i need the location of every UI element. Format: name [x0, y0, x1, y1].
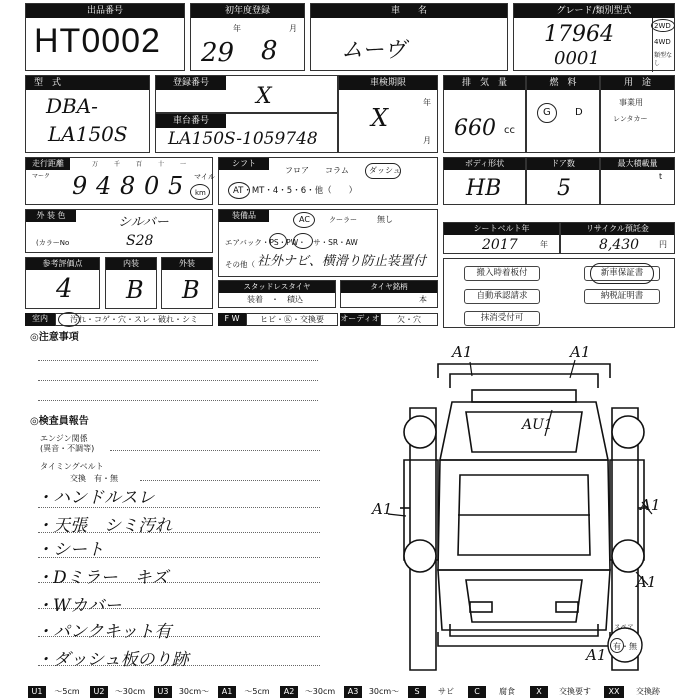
- shift-column: コラム: [325, 166, 349, 175]
- car-name-label: 車 名: [311, 4, 507, 18]
- legend-code: A2: [280, 686, 298, 698]
- inspection-label: 車検期限: [339, 76, 437, 90]
- use-rental: レンタカー: [613, 115, 648, 123]
- legend-code: C: [468, 686, 486, 698]
- legend-code: U2: [90, 686, 108, 698]
- shift-floor: フロア: [285, 166, 309, 175]
- report-note: ・パンクキット有: [36, 622, 172, 642]
- studless-options: 装着 ・ 積込: [247, 295, 303, 304]
- mileage-digit: 0: [144, 172, 160, 200]
- use-label: 用 途: [601, 76, 674, 90]
- fuel-label: 燃 料: [527, 76, 599, 90]
- mileage-box: [25, 157, 213, 205]
- use-box: [600, 75, 675, 153]
- score-box: [25, 257, 100, 309]
- damage-mark: A1: [640, 496, 661, 514]
- fw-items: ヒビ・Ⓚ・交換要: [246, 313, 338, 326]
- damage-mark: A1: [636, 573, 657, 591]
- exterior-color-box: [25, 209, 213, 253]
- engine-sub: (異音・不調等): [40, 444, 95, 453]
- mileage-label: 走行距離: [26, 158, 70, 170]
- exterior-grade-value: B: [182, 276, 200, 304]
- self-approval-button[interactable]: 自動承認請求: [464, 289, 540, 304]
- reg-month-value: 8: [261, 36, 278, 66]
- doors-value: 5: [557, 176, 571, 201]
- wheel-front-right: [612, 416, 644, 448]
- legend-bar: [28, 686, 678, 700]
- mileage-digit: 4: [96, 172, 112, 200]
- displacement-box: [443, 75, 526, 153]
- fuel-g: G: [543, 107, 551, 118]
- mileage-digit: 8: [120, 172, 136, 200]
- km-unit: km: [195, 189, 206, 197]
- interior-grade-label: 内装: [106, 258, 156, 270]
- km-circle: [190, 184, 210, 200]
- lot-number-box: [25, 3, 185, 71]
- regno-label: 登録番号: [156, 76, 226, 90]
- legend-desc: ～5cm: [46, 686, 88, 698]
- body-shape-value: HB: [466, 176, 502, 201]
- mileage-digits: 万 千 百 十 一 9 4 8 0 5: [72, 161, 187, 200]
- seatbelt-label: シートベルト年: [444, 223, 559, 235]
- legend-code: S: [408, 686, 426, 698]
- damage-mark: A1: [372, 500, 393, 518]
- exterior-color-label: 外 装 色: [26, 210, 76, 222]
- shift-at-circle: [228, 182, 250, 199]
- tire-unit: 本: [419, 295, 427, 304]
- report-note: ・ハンドルスレ: [36, 488, 155, 508]
- erasure-button[interactable]: 抹消受付可: [464, 311, 540, 326]
- interior-dirt-circle: [58, 312, 80, 327]
- legend-desc: 交換跡: [624, 686, 672, 698]
- regno-mark: X: [256, 84, 272, 109]
- grade-box: [513, 3, 675, 71]
- damage-mark: A1: [452, 343, 473, 361]
- displacement-label: 排 気 量: [444, 76, 525, 90]
- score-label: 参考評価点: [26, 258, 99, 270]
- doors-label: ドア数: [527, 158, 599, 170]
- color-code-label: (カラーNo: [36, 239, 70, 247]
- body-shape-box: [443, 157, 526, 205]
- timing-options: 交換 有・無: [70, 474, 118, 483]
- audio-items: 欠・穴: [380, 313, 438, 326]
- legend-code: X: [530, 686, 548, 698]
- report-note: ・天張 シミ汚れ: [36, 516, 172, 536]
- interior-items: 汚れ・コゲ・穴・スレ・破れ・シミ: [55, 313, 213, 326]
- model-value-2: LA150S: [48, 122, 128, 146]
- legend-code: A3: [344, 686, 362, 698]
- mileage-mark: マーク: [32, 173, 51, 180]
- legend-desc: ～30cm: [298, 686, 342, 698]
- displacement-value: 660: [454, 116, 496, 141]
- report-note: ・Wカバー: [36, 596, 122, 616]
- doors-box: [526, 157, 600, 205]
- wheel-front-left: [404, 416, 436, 448]
- grade-label: グレード/類別型式: [514, 4, 674, 18]
- interior-tag: 室内: [25, 313, 55, 326]
- engine-label: エンジン関係: [40, 434, 88, 443]
- grade-value-2: 0001: [554, 48, 600, 69]
- tire-brand-label: タイヤ銘柄: [341, 281, 437, 293]
- legend-desc: ～5cm: [236, 686, 278, 698]
- mileage-digit: 9: [72, 172, 88, 200]
- equip-items: エアバック・PS・PW・ サ・SR・AW: [225, 238, 358, 247]
- first-registration-box: [190, 3, 305, 71]
- fw-tag: F W: [218, 313, 246, 326]
- first-registration-label: 初年度登録: [191, 4, 304, 18]
- exterior-grade-label: 外装: [162, 258, 212, 270]
- model-label: 型 式: [26, 76, 149, 90]
- mile-unit: マイル: [194, 173, 215, 181]
- shift-dash: ダッシュ: [369, 166, 401, 175]
- shift-dash-circle: [365, 163, 401, 179]
- color-code-value: S28: [126, 233, 154, 249]
- damage-mark: A1: [570, 343, 591, 361]
- equip-ac: AC: [299, 215, 310, 224]
- spare-options: 有・無: [613, 642, 637, 651]
- inspection-box: [338, 75, 438, 153]
- fuel-box: [526, 75, 600, 153]
- reg-year-value: 29: [201, 38, 235, 68]
- grade-value-1: 17964: [544, 22, 614, 47]
- max-load-box: [600, 157, 675, 205]
- legend-desc: ～30cm: [108, 686, 152, 698]
- report-note: ・ダッシュ板のり跡: [36, 650, 189, 670]
- timing-label: タイミングベルト: [40, 462, 104, 471]
- document-flags-box: [443, 258, 675, 328]
- shift-options: AT・MT・4・5・6・他（ ）: [233, 186, 358, 196]
- report-note: ・シート: [36, 540, 104, 560]
- fuel-d: D: [575, 107, 583, 118]
- inspection-year-unit: 年: [423, 98, 431, 107]
- legend-code: U3: [154, 686, 172, 698]
- legend-desc: 30cm～: [172, 686, 216, 698]
- chassis-label: 車台番号: [156, 114, 226, 128]
- equip-cooler: クーラー: [329, 216, 357, 224]
- body-shape-label: ボディ形状: [444, 158, 525, 170]
- legend-code: A1: [218, 686, 236, 698]
- fuel-g-circle: [537, 103, 557, 123]
- equip-ac-circle: [293, 212, 315, 228]
- recycle-label: リサイクル預託金: [561, 223, 674, 235]
- car-name-box: [310, 3, 508, 71]
- legend-desc: 交換要す: [548, 686, 602, 698]
- audio-tag: オーディオ: [340, 313, 380, 326]
- equip-ps-circle: [269, 233, 287, 249]
- other-value: 社外ナビ、横滑り防止装置付: [257, 254, 426, 269]
- mileage-digit: 5: [168, 172, 184, 200]
- damage-mark: A1: [586, 646, 607, 664]
- equip-none: 無し: [377, 215, 393, 224]
- month-unit: 月: [289, 24, 297, 33]
- shift-box: [218, 157, 438, 205]
- model-box: [25, 75, 150, 153]
- recycle-value: 8,430: [599, 237, 640, 253]
- studless-box: [218, 280, 336, 308]
- drive-2wd-circle: [651, 19, 675, 32]
- car-damage-diagram: [370, 340, 680, 680]
- inspection-mark: X: [371, 104, 389, 132]
- interior-grade-box: [105, 257, 157, 309]
- max-load-label: 最大積載量: [601, 158, 674, 170]
- report-note: ・Dミラー キズ: [36, 568, 169, 588]
- exterior-grade-box: [161, 257, 213, 309]
- score-value: 4: [56, 274, 73, 304]
- shift-label: シフト: [219, 158, 269, 170]
- legend-code: XX: [604, 686, 624, 698]
- wheel-rear-left: [404, 540, 436, 572]
- lot-number-label: 出品番号: [26, 4, 184, 18]
- drive-2wd: 2WD: [654, 22, 671, 30]
- max-load-unit: t: [659, 172, 663, 181]
- equipment-box: [218, 209, 438, 277]
- other-label: その他（: [225, 260, 255, 269]
- legend-desc: サビ: [426, 686, 466, 698]
- damage-mark: AU1: [522, 417, 553, 433]
- displacement-unit: cc: [504, 125, 515, 136]
- seatbelt-box: [443, 222, 560, 254]
- inspection-month-unit: 月: [423, 136, 431, 145]
- equip-pw-circle: [293, 233, 313, 249]
- legend-code: U1: [28, 686, 46, 698]
- tire-brand-box: [340, 280, 438, 308]
- equipment-label: 装備品: [219, 210, 269, 222]
- seatbelt-value: 2017: [482, 237, 518, 253]
- chassis-value: LA150S-1059748: [168, 129, 318, 149]
- exterior-color-value: シルバー: [118, 215, 169, 230]
- recycle-unit: 円: [659, 240, 667, 249]
- inspector-title: ◎検査員報告: [30, 416, 89, 427]
- wheel-rear-right: [612, 540, 644, 572]
- seatbelt-unit: 年: [540, 240, 548, 249]
- chassis-box: [155, 113, 338, 153]
- lot-number-value: HT0002: [34, 22, 161, 60]
- tax-cert-button[interactable]: 納税証明書: [584, 289, 660, 304]
- new-car-warranty-button[interactable]: 新車保証書: [584, 266, 660, 281]
- car-name-value: ムーヴ: [341, 38, 406, 63]
- legend-desc: 腐食: [486, 686, 528, 698]
- studless-label: スタッドレスタイヤ: [219, 281, 335, 293]
- new-car-warranty-circle: [590, 263, 654, 284]
- arrival-board-button[interactable]: 搬入時着板付: [464, 266, 540, 281]
- type-none: 類型なし: [654, 52, 673, 67]
- drive-4wd: 4WD: [654, 38, 671, 46]
- recycle-box: [560, 222, 675, 254]
- regno-box: [155, 75, 338, 113]
- legend-desc: 30cm～: [362, 686, 406, 698]
- year-unit: 年: [233, 24, 241, 33]
- model-value-1: DBA-: [46, 94, 98, 118]
- use-business: 事業用: [619, 98, 643, 107]
- interior-grade-value: B: [126, 276, 144, 304]
- caution-title: ◎注意事項: [30, 332, 79, 343]
- spare-label: スペア: [614, 623, 634, 631]
- spare-yes-circle: [610, 638, 624, 653]
